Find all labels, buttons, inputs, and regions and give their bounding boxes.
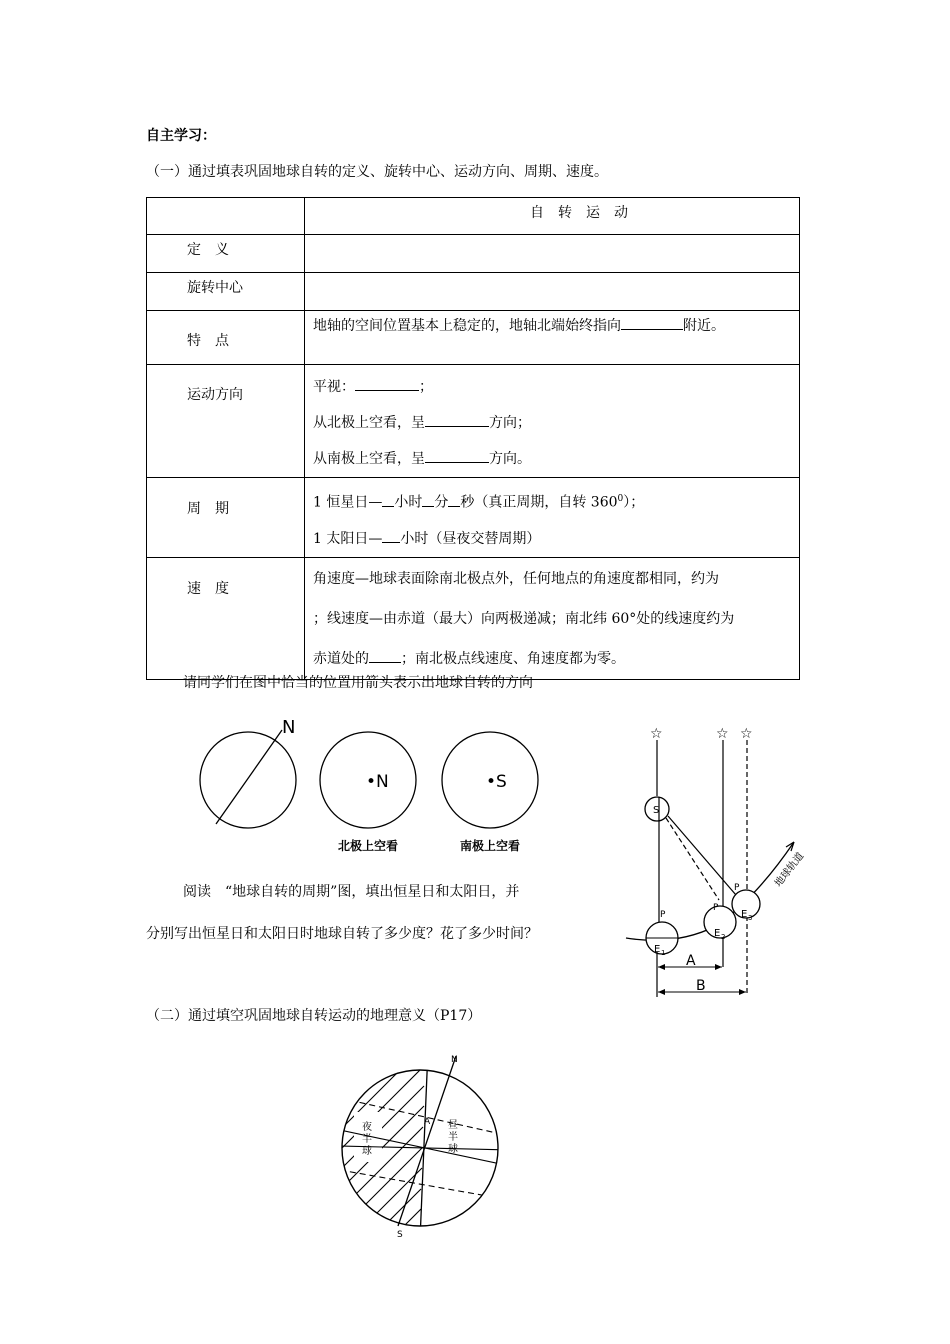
rotation-table (146, 197, 800, 680)
page-heading: 自主学习： (146, 128, 216, 144)
e2-label: E (714, 928, 721, 939)
instruction-text: 请同学们在图中恰当的位置用箭头表示出地球自转的方向 (183, 675, 533, 691)
speed-blank[interactable] (369, 648, 401, 663)
e1-label: E (654, 944, 661, 955)
sun-label: S (653, 805, 660, 816)
north-pole-label: •N (366, 772, 389, 792)
definition-answer-cell[interactable] (305, 235, 800, 273)
direction-blank-1[interactable] (355, 376, 419, 391)
period-line1-b: 小时 (394, 494, 423, 511)
speed-line3-after: ；南北极点线速度、角速度都为零。 (401, 650, 625, 667)
section2-title: （二）通过填空巩固地球自转运动的地理意义（P17） (146, 1008, 482, 1024)
direction-line1-before: 平视： (313, 379, 355, 395)
row-label-speed: 速 度 (187, 580, 229, 597)
night-label-1: 夜 (362, 1122, 372, 1133)
row-label-cell (147, 311, 305, 365)
star-icon: ☆ (716, 726, 729, 742)
day-label-2: 半 (448, 1132, 458, 1143)
row-label-cell (147, 235, 305, 273)
svg-text:P: P (713, 903, 719, 913)
period-line1-e: ）； (623, 494, 645, 511)
read-instruction-line2: 分别写出恒星日和太阳日时地球自转了多少度？花了多少时间？ (146, 926, 538, 942)
table-header: 自 转 运 动 (530, 205, 628, 221)
direction-line3-before: 从南极上空看，呈 (313, 451, 425, 467)
period-line1-a: 1 恒星日— (313, 494, 383, 511)
speed-line3-before: 赤道处的 (313, 650, 369, 667)
night-label-2: 半 (362, 1134, 372, 1145)
period-blank-hours[interactable] (382, 492, 394, 507)
south-view-caption: 南极上空看 (460, 839, 521, 853)
direction-line3-after: 方向。 (489, 451, 531, 467)
period-line1-d: 秒（真正周期，自转 360 (460, 494, 618, 511)
row-label-cell (147, 365, 305, 478)
period-line1-c: 分 (434, 494, 449, 511)
row-label-cell (147, 557, 305, 679)
rotation-circles-figure (186, 706, 552, 860)
row-label-feature: 特 点 (187, 333, 229, 349)
day-night-figure (340, 1050, 510, 1240)
direction-blank-2[interactable] (425, 412, 489, 427)
svg-text:P: P (734, 883, 740, 893)
day-period-figure (616, 712, 826, 1002)
row-label-cell (147, 478, 305, 558)
svg-text:P: P (660, 910, 666, 920)
e3-label: E (741, 909, 748, 920)
point-a-label: A (424, 1117, 431, 1127)
table-header-cell (305, 198, 800, 235)
direction-blank-3[interactable] (425, 448, 489, 463)
period-blank-minutes[interactable] (422, 492, 434, 507)
center-answer-cell[interactable] (305, 273, 800, 311)
south-pole-label: •S (486, 772, 507, 792)
feature-text-after: 附近。 (683, 318, 725, 334)
svg-text:2: 2 (721, 933, 726, 941)
north-label: N (451, 1055, 458, 1065)
earth-axis (216, 730, 282, 824)
speed-cell (305, 557, 800, 679)
period-blank-seconds[interactable] (448, 492, 460, 507)
feature-text-before: 地轴的空间位置基本上稳定的，地轴北端始终指向 (313, 318, 621, 334)
speed-line1: 角速度—地球表面除南北极点外，任何地点的角速度都相同，约为 (313, 570, 719, 587)
orbit-label: 地球轨道 (772, 850, 807, 890)
north-view-caption: 北极上空看 (338, 839, 399, 853)
degree-superscript: 0 (617, 494, 624, 504)
row-label-definition: 定 义 (187, 242, 229, 258)
svg-text:3: 3 (748, 914, 753, 922)
star-icon: ☆ (740, 726, 753, 742)
row-label-direction: 运动方向 (187, 387, 243, 403)
direction-line2-after: 方向； (489, 415, 531, 431)
side-view-earth[interactable] (200, 732, 296, 828)
star-icon: ☆ (650, 726, 663, 742)
label-a: A (686, 953, 696, 969)
read-instruction-line1: 阅读 “地球自转的周期”图，填出恒星日和太阳日，并 (183, 884, 520, 900)
period-blank-solar[interactable] (382, 528, 400, 543)
south-label: S (397, 1230, 403, 1240)
night-label-3: 球 (362, 1146, 372, 1157)
day-label-3: 球 (448, 1144, 458, 1155)
row-label-period: 周 期 (187, 501, 229, 517)
svg-text:1: 1 (661, 949, 666, 957)
feature-cell (305, 311, 800, 365)
day-label-1: 昼 (448, 1120, 458, 1131)
feature-blank[interactable] (621, 315, 683, 330)
direction-line2-before: 从北极上空看，呈 (313, 415, 425, 431)
period-cell (305, 478, 800, 558)
direction-cell (305, 365, 800, 478)
section1-title: （一）通过填表巩固地球自转的定义、旋转中心、运动方向、周期、速度。 (146, 164, 608, 180)
row-label-center: 旋转中心 (187, 280, 243, 296)
label-b: B (696, 978, 706, 994)
speed-line2: ；线速度—由赤道（最大）向两极递减；南北纬 60°处的线速度约为 (313, 610, 735, 627)
direction-line1-after: ； (419, 379, 433, 395)
table-header-empty (147, 198, 305, 235)
side-view-n-label: N (282, 717, 296, 738)
period-line2-a: 1 太阳日— (313, 530, 383, 547)
row-label-cell (147, 273, 305, 311)
period-line2-b: 小时（昼夜交替周期） (400, 530, 541, 547)
